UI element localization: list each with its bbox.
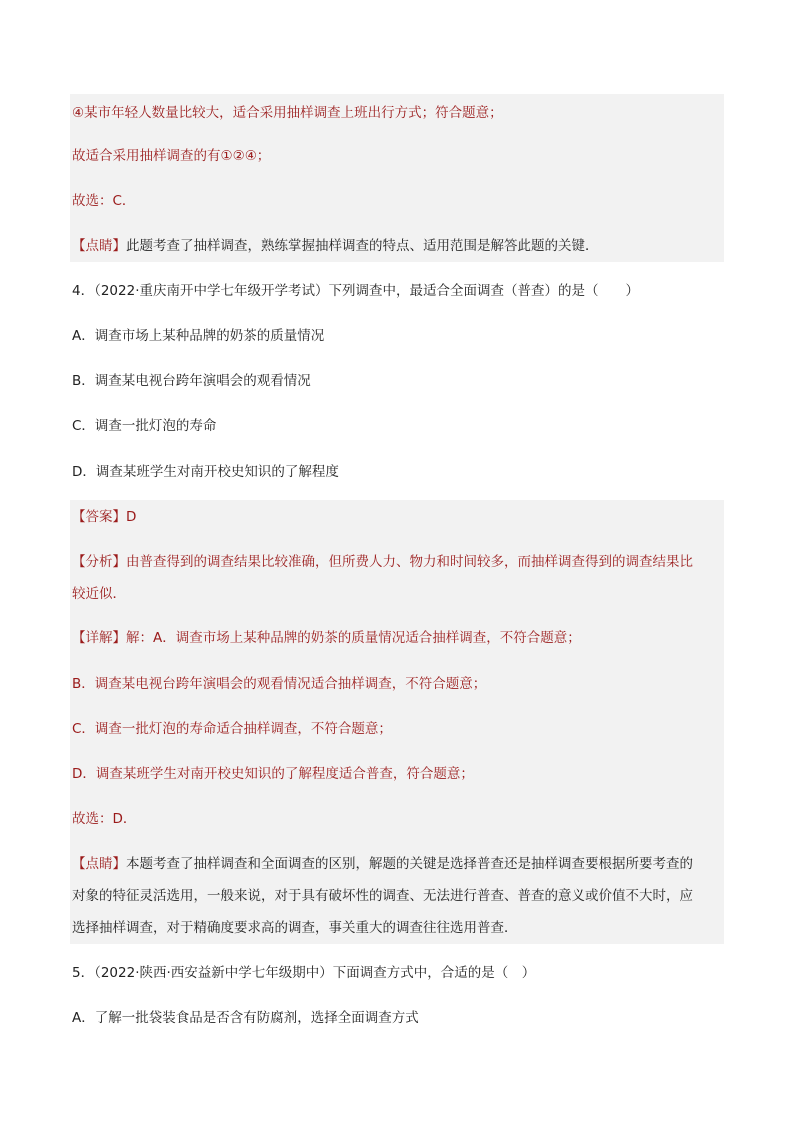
q4-option-b: B．调查某电视台跨年演唱会的观看情况	[72, 373, 311, 389]
q4-detail-line-2: B．调查某电视台跨年演唱会的观看情况适合抽样调查，不符合题意；	[72, 676, 487, 692]
q4-option-d: D．调查某班学生对南开校史知识的了解程度	[72, 464, 339, 480]
q4-detail-line-1	[72, 628, 581, 648]
prev-solution-line-1: ④某市年轻人数量比较大，适合采用抽样调查上班出行方式；符合题意；	[72, 105, 503, 121]
q4-conclusion: 故选：D．	[72, 811, 137, 827]
q4-analysis-text-1: 由普查得到的调查结果比较准确，但所费人力、物力和时间较多，而抽样调查得到的调查结果比	[126, 554, 693, 570]
q5-option-a: A．了解一批袋装食品是否含有防腐剂，选择全面调查方式	[72, 1010, 419, 1026]
q4-option-c: C．调查一批灯泡的寿命	[72, 418, 217, 434]
q4-tip-text-1: 本题考查了抽样调查和全面调查的区别，解题的关键是选择普查还是抽样调查要根据所要考查的	[126, 856, 693, 872]
q4-detail-line-4: D．调查某班学生对南开校史知识的了解程度适合普查，符合题意；	[72, 766, 474, 782]
prev-tip-text: 此题考查了抽样调查，熟练掌握抽样调查的特点、适用范围是解答此题的关键．	[126, 238, 599, 254]
q4-answer-tag: 【答案】	[72, 509, 126, 525]
q4-analysis-line-1	[72, 552, 693, 572]
q4-tip-line-1	[72, 854, 693, 874]
q4-tip-tag: 【点睛】	[72, 856, 126, 872]
q4-answer-line	[72, 507, 136, 527]
prev-solution-line-2: 故适合采用抽样调查的有①②④；	[72, 148, 271, 164]
q4-option-a: A．调查市场上某种品牌的奶茶的质量情况	[72, 328, 325, 344]
q4-analysis-tag: 【分析】	[72, 554, 126, 570]
q4-tip-line-3: 选择抽样调查，对于精确度要求高的调查，事关重大的调查往往选用普查．	[72, 920, 518, 936]
q4-detail-text-1: 解：A．调查市场上某种品牌的奶茶的质量情况适合抽样调查，不符合题意；	[126, 630, 581, 646]
q4-detail-line-3: C．调查一批灯泡的寿命适合抽样调查，不符合题意；	[72, 721, 392, 737]
q4-tip-line-2: 对象的特征灵活选用，一般来说，对于具有破坏性的调查、无法进行普查、普查的意义或价值不大时，应	[72, 888, 693, 904]
q4-analysis-line-2: 较近似．	[72, 586, 126, 602]
q4-stem: 4．（2022·重庆南开中学七年级开学考试）下列调查中，最适合全面调查（普查）的是（ ）	[72, 283, 639, 299]
q4-detail-tag: 【详解】	[72, 630, 126, 646]
prev-tip-tag: 【点睛】	[72, 238, 126, 254]
q5-stem: 5．（2022·陕西·西安益新中学七年级期中）下面调查方式中，合适的是（ ）	[72, 965, 536, 981]
prev-solution-line-3: 故选：C．	[72, 193, 136, 209]
prev-tip-line	[72, 236, 599, 256]
q4-answer-value: D	[126, 509, 137, 525]
